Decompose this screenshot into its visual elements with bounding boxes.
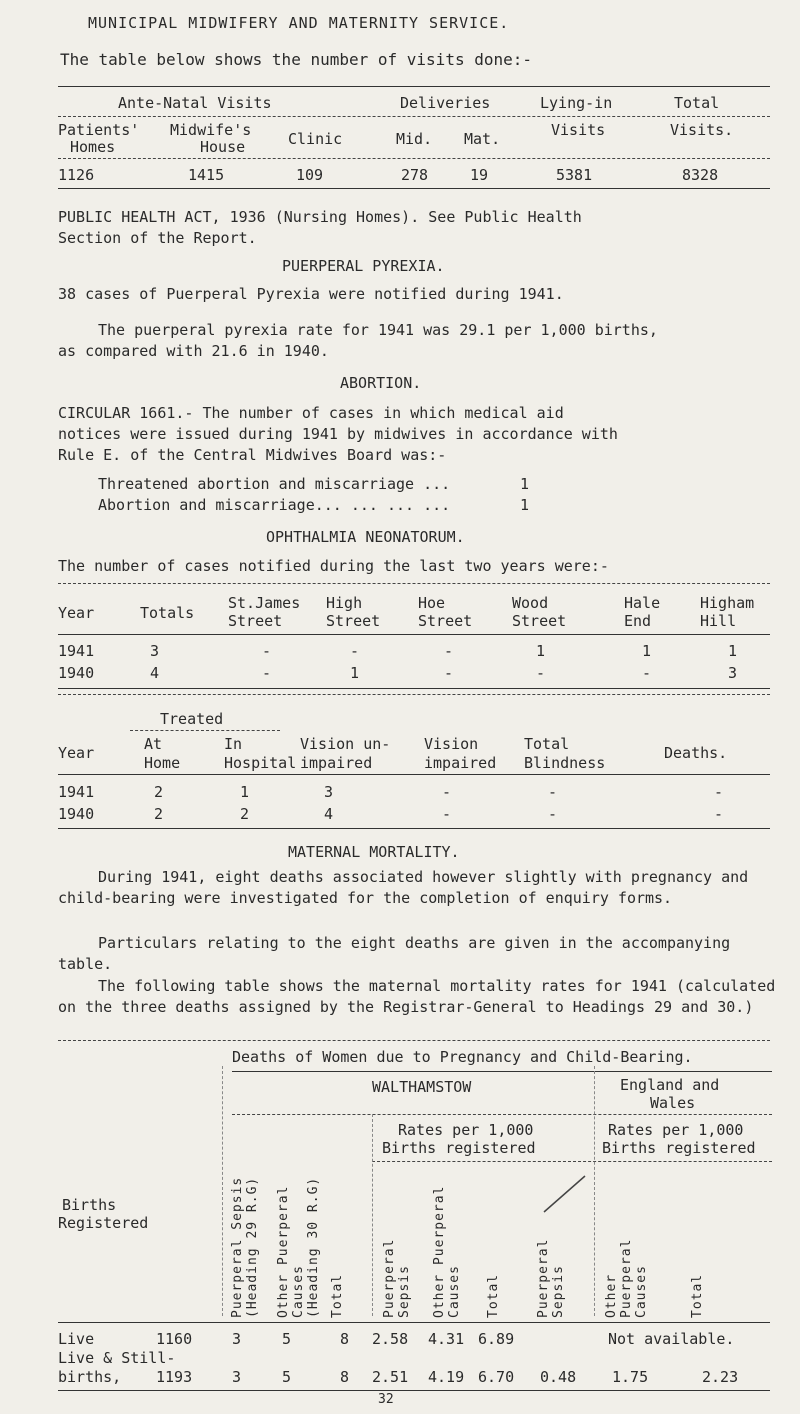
- col-header: Higham: [700, 594, 755, 612]
- col-header-vertical: Puerperal Sepsis (Heading 29 R.G): [230, 1176, 260, 1318]
- list-item-label: Abortion and miscarriage... ... ... ...: [98, 496, 451, 514]
- row-header-births: Registered: [58, 1214, 149, 1232]
- col-group-rates: Births registered: [382, 1139, 536, 1157]
- col-group-lyingin: Lying-in: [540, 94, 613, 112]
- table-cell: 6.70: [478, 1368, 515, 1386]
- table-cell: 278: [401, 166, 429, 184]
- table-cell: 109: [296, 166, 324, 184]
- section-heading: ABORTION.: [340, 374, 422, 392]
- col-header: Vision: [424, 735, 479, 753]
- col-group-rates-ew: Rates per 1,000: [608, 1121, 744, 1139]
- table-cell: 3: [324, 783, 334, 801]
- col-header: Total: [524, 735, 570, 753]
- paragraph: The puerperal pyrexia rate for 1941 was 29.1 per 1,000 births,: [98, 321, 658, 339]
- col-header: Mat.: [464, 130, 501, 148]
- table-cell: -: [714, 783, 724, 801]
- col-header: Deaths.: [664, 744, 728, 762]
- table-cell: -: [442, 783, 452, 801]
- table-rule: [58, 1040, 770, 1041]
- col-header: At: [144, 735, 163, 753]
- table-cell: 3: [232, 1330, 242, 1348]
- not-available: Not available.: [608, 1330, 735, 1348]
- paragraph: Rule E. of the Central Midwives Board was:-: [58, 446, 447, 464]
- table-cell: -: [548, 783, 558, 801]
- col-group-treated: Treated: [160, 710, 224, 728]
- table-cell: 19: [470, 166, 489, 184]
- col-group-total: Total: [674, 94, 720, 112]
- col-group-england: Wales: [650, 1094, 696, 1112]
- col-header: Year: [58, 604, 95, 622]
- col-header: Clinic: [288, 130, 343, 148]
- table-cell: 1: [728, 642, 738, 660]
- row-label: Live & Still-: [58, 1349, 176, 1367]
- table-rule: [58, 634, 770, 635]
- paragraph: 38 cases of Puerperal Pyrexia were notified during 1941.: [58, 285, 564, 303]
- table-cell: 1940: [58, 805, 95, 823]
- col-header: Totals: [140, 604, 195, 622]
- public-health-text: PUBLIC HEALTH ACT, 1936 (Nursing Homes). See Public Health: [58, 208, 582, 226]
- table-cell: 1940: [58, 664, 95, 682]
- col-header: Hill: [700, 612, 737, 630]
- table-cell: 1: [240, 783, 250, 801]
- column-divider: [222, 1066, 223, 1316]
- list-item-value: 1: [520, 475, 530, 493]
- row-label: Live: [58, 1330, 95, 1348]
- table-cell: 8: [340, 1330, 350, 1348]
- empty-cell-slash: [540, 1172, 590, 1216]
- col-header: House: [200, 138, 246, 156]
- table-cell: 1: [642, 642, 652, 660]
- table-cell: 4: [324, 805, 334, 823]
- col-header-vertical: Other Puerperal Causes (Heading 30 R.G): [276, 1176, 321, 1318]
- col-header-vertical: Other Puerperal Causes: [432, 1185, 462, 1318]
- table-rule: [58, 116, 770, 117]
- page-title: MUNICIPAL MIDWIFERY AND MATERNITY SERVICE.: [88, 14, 510, 32]
- table-cell: 1: [350, 664, 360, 682]
- table-cell: -: [350, 642, 360, 660]
- table-cell: -: [442, 805, 452, 823]
- row-label: births,: [58, 1368, 122, 1386]
- table-cell: 0.48: [540, 1368, 577, 1386]
- col-header: Wood: [512, 594, 549, 612]
- column-divider: [372, 1114, 373, 1316]
- table-rule: [232, 1071, 772, 1072]
- col-group-england: England and: [620, 1076, 720, 1094]
- table-cell: 1415: [188, 166, 225, 184]
- list-item-label: Threatened abortion and miscarriage ...: [98, 475, 451, 493]
- public-health-text: Section of the Report.: [58, 229, 257, 247]
- paragraph: The following table shows the maternal mortality rates for 1941 (calculated on the three deaths assigned by the Registrar-General to Headings 29 and 30.): [58, 977, 776, 1016]
- table-cell: -: [262, 664, 272, 682]
- col-header-vertical: Puerperal Sepsis: [382, 1238, 412, 1318]
- col-header: Hale: [624, 594, 661, 612]
- table-cell: 5: [282, 1330, 292, 1348]
- paragraph: as compared with 21.6 in 1940.: [58, 342, 329, 360]
- col-header: End: [624, 612, 652, 630]
- page-number: 32: [378, 1392, 394, 1407]
- col-group-antenatal: Ante-Natal Visits: [118, 94, 272, 112]
- col-header: High: [326, 594, 363, 612]
- table-rule: [58, 583, 770, 584]
- table-rule: [372, 1161, 772, 1162]
- table-cell: 1160: [156, 1330, 193, 1348]
- section-heading: PUERPERAL PYREXIA.: [282, 257, 445, 275]
- table-cell: 1: [536, 642, 546, 660]
- table-cell: 5381: [556, 166, 593, 184]
- col-header: Visits: [551, 121, 606, 139]
- table-cell: 3: [150, 642, 160, 660]
- col-header-vertical: Puerperal Sepsis: [536, 1238, 566, 1318]
- table-cell: 4.19: [428, 1368, 465, 1386]
- col-group-walthamstow: WALTHAMSTOW: [372, 1078, 472, 1096]
- paragraph: Particulars relating to the eight deaths are given in the accompanying table.: [58, 934, 731, 973]
- table-cell: 8328: [682, 166, 719, 184]
- table-cell: -: [262, 642, 272, 660]
- table-cell: 1941: [58, 783, 95, 801]
- table-cell: 1126: [58, 166, 95, 184]
- table-rule: [58, 158, 770, 159]
- table-cell: 3: [232, 1368, 242, 1386]
- table-cell: -: [548, 805, 558, 823]
- paragraph: notices were issued during 1941 by midwives in accordance with: [58, 425, 618, 443]
- paragraph: During 1941, eight deaths associated however slightly with pregnancy and child-bearing were investigated for the completion of enquiry forms.: [58, 868, 749, 907]
- table-rule: [58, 828, 770, 829]
- table-rule: [58, 694, 770, 695]
- table-rule: [58, 188, 770, 189]
- col-header: Year: [58, 744, 95, 762]
- col-header: Homes: [70, 138, 116, 156]
- table-cell: -: [536, 664, 546, 682]
- table-cell: -: [642, 664, 652, 682]
- col-header-vertical: Other Puerperal Causes: [604, 1238, 649, 1318]
- col-header: Hoe: [418, 594, 446, 612]
- table-rule: [58, 86, 770, 87]
- section-heading: MATERNAL MORTALITY.: [288, 843, 460, 861]
- table-rule: [232, 1114, 772, 1115]
- list-item-value: 1: [520, 496, 530, 514]
- table-cell: -: [444, 664, 454, 682]
- table-cell: 2.58: [372, 1330, 409, 1348]
- table-cell: 2.23: [702, 1368, 739, 1386]
- col-header: In: [224, 735, 243, 753]
- col-header: Blindness: [524, 754, 606, 772]
- table-rule: [130, 730, 280, 731]
- table-cell: 1941: [58, 642, 95, 660]
- table-cell: 2: [154, 783, 164, 801]
- table-rule: [58, 1390, 770, 1391]
- col-header: Street: [228, 612, 283, 630]
- col-header-vertical: Total: [486, 1273, 501, 1318]
- table-cell: 2: [240, 805, 250, 823]
- table-cell: 4.31: [428, 1330, 465, 1348]
- table-cell: 1.75: [612, 1368, 649, 1386]
- column-divider: [594, 1066, 595, 1316]
- table-cell: -: [714, 805, 724, 823]
- col-header-vertical: Total: [690, 1273, 705, 1318]
- table-cell: 8: [340, 1368, 350, 1386]
- col-group-rates: Rates per 1,000: [398, 1121, 534, 1139]
- col-header: Mid.: [396, 130, 433, 148]
- table-rule: [58, 774, 770, 775]
- table-rule: [58, 688, 770, 689]
- col-header: St.James: [228, 594, 301, 612]
- table-cell: 2: [154, 805, 164, 823]
- col-header: Midwife's: [170, 121, 252, 139]
- paragraph: The number of cases notified during the last two years were:-: [58, 557, 609, 575]
- col-header: impaired: [424, 754, 497, 772]
- col-header: Home: [144, 754, 181, 772]
- table-rule: [58, 1322, 770, 1323]
- col-header: Patients': [58, 121, 140, 139]
- table-cell: 1193: [156, 1368, 193, 1386]
- col-header: Hospital: [224, 754, 297, 772]
- col-header: impaired: [300, 754, 373, 772]
- table-cell: 2.51: [372, 1368, 409, 1386]
- col-header: Visits.: [670, 121, 734, 139]
- table-title: Deaths of Women due to Pregnancy and Child-Bearing.: [232, 1048, 693, 1066]
- col-header: Street: [418, 612, 473, 630]
- col-header: Street: [512, 612, 567, 630]
- col-header-vertical: Total: [330, 1273, 345, 1318]
- table-cell: 5: [282, 1368, 292, 1386]
- row-header-births: Births: [62, 1196, 117, 1214]
- col-group-rates-ew: Births registered: [602, 1139, 756, 1157]
- table-cell: 4: [150, 664, 160, 682]
- section-heading: OPHTHALMIA NEONATORUM.: [266, 528, 465, 546]
- paragraph: CIRCULAR 1661.- The number of cases in which medical aid: [58, 404, 564, 422]
- table-cell: 6.89: [478, 1330, 515, 1348]
- col-group-deliveries: Deliveries: [400, 94, 491, 112]
- col-header: Vision un-: [300, 735, 391, 753]
- table-cell: -: [444, 642, 454, 660]
- intro-text: The table below shows the number of visits done:-: [60, 50, 533, 69]
- table-cell: 3: [728, 664, 738, 682]
- col-header: Street: [326, 612, 381, 630]
